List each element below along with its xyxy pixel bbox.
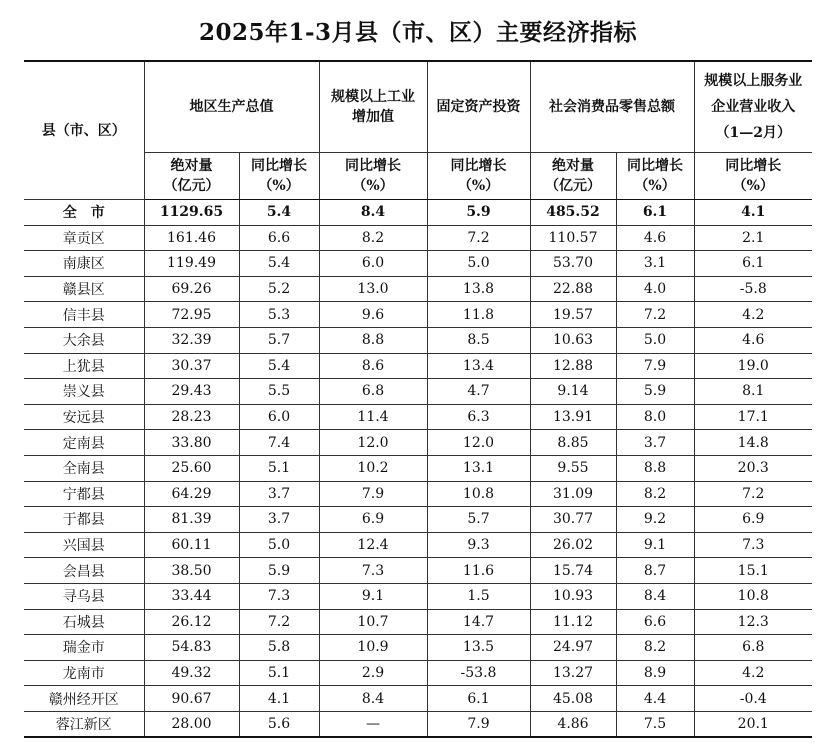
cell-industry-growth: 8.8 [319, 327, 427, 353]
cell-investment-growth: 4.7 [427, 379, 530, 405]
cell-retail-growth: 3.7 [616, 430, 694, 456]
subheader-retail-abs [530, 153, 616, 200]
cell-industry-growth: 8.6 [319, 353, 427, 379]
cell-retail-abs: 26.02 [530, 532, 616, 558]
cell-gdp-growth: 5.7 [239, 327, 319, 353]
cell-name: 石城县 [24, 609, 144, 635]
table-row [24, 507, 812, 533]
cell-service-growth: 4.2 [694, 302, 812, 328]
cell-retail-abs: 12.88 [530, 353, 616, 379]
table-row [24, 711, 812, 737]
cell-gdp-abs: 28.23 [144, 404, 239, 430]
cell-name: 蓉江新区 [24, 711, 144, 737]
cell-service-growth: 4.1 [694, 200, 812, 226]
cell-investment-growth: 11.6 [427, 558, 530, 584]
cell-gdp-abs: 26.12 [144, 609, 239, 635]
table-row [24, 455, 812, 481]
cell-investment-growth: 7.2 [427, 225, 530, 251]
cell-name: 兴国县 [24, 532, 144, 558]
subheader-service-growth [694, 153, 812, 200]
cell-gdp-growth: 5.0 [239, 532, 319, 558]
header-service-line3: （1—2月） [715, 125, 791, 141]
cell-retail-growth: 8.2 [616, 635, 694, 661]
subheader-growth-line1: 同比增长 [251, 158, 307, 174]
cell-gdp-growth: 5.5 [239, 379, 319, 405]
cell-investment-growth: 6.1 [427, 686, 530, 712]
cell-gdp-abs: 25.60 [144, 455, 239, 481]
cell-service-growth: 6.8 [694, 635, 812, 661]
subheader-growth-line2: （%） [634, 178, 676, 194]
cell-service-growth: 6.9 [694, 507, 812, 533]
cell-service-growth: 10.8 [694, 583, 812, 609]
subheader-growth-line2: （%） [732, 178, 774, 194]
table-row [24, 251, 812, 277]
cell-gdp-growth: 5.1 [239, 660, 319, 686]
cell-service-growth: 7.2 [694, 481, 812, 507]
subheader-industry-growth [319, 153, 427, 200]
table-row [24, 379, 812, 405]
cell-gdp-growth: 5.4 [239, 200, 319, 226]
cell-retail-growth: 9.2 [616, 507, 694, 533]
cell-service-growth: 20.1 [694, 711, 812, 737]
cell-industry-growth: 10.2 [319, 455, 427, 481]
cell-retail-growth: 7.2 [616, 302, 694, 328]
cell-industry-growth: 7.9 [319, 481, 427, 507]
cell-gdp-growth: 5.9 [239, 558, 319, 584]
cell-name: 南康区 [24, 251, 144, 277]
cell-retail-abs: 9.55 [530, 455, 616, 481]
cell-gdp-growth: 3.7 [239, 481, 319, 507]
cell-industry-growth: 9.6 [319, 302, 427, 328]
cell-gdp-growth: 6.6 [239, 225, 319, 251]
cell-retail-abs: 13.91 [530, 404, 616, 430]
cell-gdp-abs: 161.46 [144, 225, 239, 251]
cell-investment-growth: 13.4 [427, 353, 530, 379]
table-row [24, 635, 812, 661]
cell-service-growth: 2.1 [694, 225, 812, 251]
cell-industry-growth: 8.4 [319, 686, 427, 712]
cell-name: 信丰县 [24, 302, 144, 328]
cell-investment-growth: 13.8 [427, 276, 530, 302]
cell-retail-abs: 13.27 [530, 660, 616, 686]
cell-industry-growth: 8.4 [319, 200, 427, 226]
cell-gdp-growth: 5.1 [239, 455, 319, 481]
subheader-abs-line2: （亿元） [545, 178, 601, 194]
header-industry-line1: 规模以上工业 [331, 89, 415, 105]
subheader-abs-line1: 绝对量 [170, 158, 213, 174]
cell-industry-growth: 13.0 [319, 276, 427, 302]
cell-investment-growth: 10.8 [427, 481, 530, 507]
cell-name: 安远县 [24, 404, 144, 430]
cell-retail-growth: 8.8 [616, 455, 694, 481]
cell-retail-growth: 8.9 [616, 660, 694, 686]
cell-investment-growth: 5.9 [427, 200, 530, 226]
cell-industry-growth: 7.3 [319, 558, 427, 584]
cell-retail-abs: 10.93 [530, 583, 616, 609]
subheader-growth-line2: （%） [352, 178, 394, 194]
cell-name: 大余县 [24, 327, 144, 353]
cell-retail-abs: 110.57 [530, 225, 616, 251]
cell-gdp-growth: 5.2 [239, 276, 319, 302]
table-row [24, 686, 812, 712]
cell-gdp-abs: 81.39 [144, 507, 239, 533]
cell-gdp-growth: 7.3 [239, 583, 319, 609]
cell-retail-abs: 24.97 [530, 635, 616, 661]
cell-retail-growth: 5.0 [616, 327, 694, 353]
cell-name: 全南县 [24, 455, 144, 481]
cell-investment-growth: 14.7 [427, 609, 530, 635]
cell-retail-abs: 22.88 [530, 276, 616, 302]
header-gdp: 地区生产总值 [144, 61, 319, 153]
cell-gdp-abs: 119.49 [144, 251, 239, 277]
cell-name: 赣州经开区 [24, 686, 144, 712]
cell-industry-growth: 9.1 [319, 583, 427, 609]
cell-gdp-abs: 30.37 [144, 353, 239, 379]
subheader-growth-line1: 同比增长 [450, 158, 507, 174]
cell-industry-growth: 6.0 [319, 251, 427, 277]
cell-service-growth: -0.4 [694, 686, 812, 712]
cell-gdp-growth: 7.4 [239, 430, 319, 456]
cell-service-growth: 12.3 [694, 609, 812, 635]
cell-retail-abs: 45.08 [530, 686, 616, 712]
cell-industry-growth: 2.9 [319, 660, 427, 686]
cell-investment-growth: 6.3 [427, 404, 530, 430]
cell-investment-growth: 13.5 [427, 635, 530, 661]
cell-gdp-abs: 49.32 [144, 660, 239, 686]
cell-retail-growth: 6.1 [616, 200, 694, 226]
subheader-investment-growth [427, 153, 530, 200]
cell-name: 寻乌县 [24, 583, 144, 609]
cell-retail-abs: 485.52 [530, 200, 616, 226]
cell-name: 章贡区 [24, 225, 144, 251]
cell-gdp-growth: 5.4 [239, 353, 319, 379]
cell-retail-abs: 53.70 [530, 251, 616, 277]
header-investment: 固定资产投资 [427, 61, 530, 153]
cell-service-growth: 19.0 [694, 353, 812, 379]
cell-retail-growth: 5.9 [616, 379, 694, 405]
cell-gdp-growth: 3.7 [239, 507, 319, 533]
cell-industry-growth: 8.2 [319, 225, 427, 251]
table-row [24, 276, 812, 302]
table-row [24, 609, 812, 635]
table-row [24, 532, 812, 558]
cell-industry-growth: 11.4 [319, 404, 427, 430]
subheader-growth-line2: （%） [457, 178, 500, 194]
cell-gdp-growth: 5.4 [239, 251, 319, 277]
cell-retail-abs: 31.09 [530, 481, 616, 507]
cell-investment-growth: 9.3 [427, 532, 530, 558]
cell-retail-growth: 8.2 [616, 481, 694, 507]
cell-retail-growth: 9.1 [616, 532, 694, 558]
table-row [24, 302, 812, 328]
cell-gdp-growth: 5.6 [239, 711, 319, 737]
cell-name: 定南县 [24, 430, 144, 456]
table-row [24, 583, 812, 609]
cell-investment-growth: 11.8 [427, 302, 530, 328]
subheader-growth-line2: （%） [258, 178, 300, 194]
cell-investment-growth: 5.0 [427, 251, 530, 277]
cell-name: 上犹县 [24, 353, 144, 379]
cell-gdp-abs: 33.80 [144, 430, 239, 456]
cell-retail-abs: 19.57 [530, 302, 616, 328]
cell-name: 全 市 [24, 200, 144, 226]
cell-industry-growth: — [319, 711, 427, 737]
subheader-growth-line1: 同比增长 [345, 158, 401, 174]
cell-service-growth: 17.1 [694, 404, 812, 430]
cell-gdp-abs: 1129.65 [144, 200, 239, 226]
table-row [24, 481, 812, 507]
subheader-gdp-abs [144, 153, 239, 200]
cell-name: 瑞金市 [24, 635, 144, 661]
table-row [24, 225, 812, 251]
cell-gdp-abs: 90.67 [144, 686, 239, 712]
cell-retail-growth: 7.9 [616, 353, 694, 379]
cell-retail-abs: 30.77 [530, 507, 616, 533]
cell-retail-abs: 10.63 [530, 327, 616, 353]
cell-service-growth: 4.6 [694, 327, 812, 353]
table-row [24, 558, 812, 584]
cell-service-growth: 15.1 [694, 558, 812, 584]
cell-investment-growth: 8.5 [427, 327, 530, 353]
cell-retail-abs: 4.86 [530, 711, 616, 737]
cell-investment-growth: 13.1 [427, 455, 530, 481]
cell-retail-growth: 4.4 [616, 686, 694, 712]
header-retail: 社会消费品零售总额 [530, 61, 694, 153]
cell-retail-abs: 15.74 [530, 558, 616, 584]
header-county: 县（市、区） [24, 61, 144, 200]
cell-retail-growth: 8.0 [616, 404, 694, 430]
cell-investment-growth: 12.0 [427, 430, 530, 456]
cell-retail-abs: 9.14 [530, 379, 616, 405]
cell-investment-growth: -53.8 [427, 660, 530, 686]
cell-industry-growth: 12.0 [319, 430, 427, 456]
cell-investment-growth: 1.5 [427, 583, 530, 609]
table-row [24, 660, 812, 686]
cell-service-growth: 7.3 [694, 532, 812, 558]
cell-retail-growth: 8.4 [616, 583, 694, 609]
table-row [24, 353, 812, 379]
cell-industry-growth: 10.7 [319, 609, 427, 635]
cell-name: 崇义县 [24, 379, 144, 405]
subheader-abs-line2: （亿元） [163, 178, 220, 194]
cell-gdp-abs: 38.50 [144, 558, 239, 584]
subheader-gdp-growth [239, 153, 319, 200]
cell-service-growth: 6.1 [694, 251, 812, 277]
cell-investment-growth: 7.9 [427, 711, 530, 737]
cell-retail-growth: 7.5 [616, 711, 694, 737]
cell-retail-growth: 8.7 [616, 558, 694, 584]
cell-gdp-abs: 32.39 [144, 327, 239, 353]
header-service [694, 61, 812, 153]
subheader-growth-line1: 同比增长 [627, 158, 683, 174]
cell-gdp-growth: 7.2 [239, 609, 319, 635]
cell-gdp-growth: 4.1 [239, 686, 319, 712]
cell-industry-growth: 6.9 [319, 507, 427, 533]
cell-gdp-abs: 54.83 [144, 635, 239, 661]
cell-retail-growth: 4.0 [616, 276, 694, 302]
cell-service-growth: -5.8 [694, 276, 812, 302]
header-industry [319, 61, 427, 153]
header-service-line1: 规模以上服务业 [704, 73, 803, 89]
cell-name: 赣县区 [24, 276, 144, 302]
subheader-abs-line1: 绝对量 [552, 158, 594, 174]
cell-gdp-growth: 6.0 [239, 404, 319, 430]
cell-gdp-abs: 29.43 [144, 379, 239, 405]
cell-gdp-growth: 5.3 [239, 302, 319, 328]
cell-name: 宁都县 [24, 481, 144, 507]
cell-gdp-abs: 28.00 [144, 711, 239, 737]
cell-retail-abs: 11.12 [530, 609, 616, 635]
subheader-retail-growth [616, 153, 694, 200]
cell-gdp-abs: 33.44 [144, 583, 239, 609]
table-row [24, 327, 812, 353]
cell-retail-growth: 6.6 [616, 609, 694, 635]
cell-gdp-abs: 72.95 [144, 302, 239, 328]
cell-industry-growth: 12.4 [319, 532, 427, 558]
cell-investment-growth: 5.7 [427, 507, 530, 533]
page-title: 2025年1-3月县（市、区）主要经济指标 [198, 19, 638, 46]
header-service-line2: 企业营业收入 [711, 99, 796, 115]
cell-industry-growth: 6.8 [319, 379, 427, 405]
cell-gdp-abs: 60.11 [144, 532, 239, 558]
table-row [24, 430, 812, 456]
table-row [24, 404, 812, 430]
economic-indicators-table [24, 60, 812, 738]
subheader-growth-line1: 同比增长 [725, 158, 782, 174]
cell-service-growth: 20.3 [694, 455, 812, 481]
cell-gdp-growth: 5.8 [239, 635, 319, 661]
header-industry-line2: 增加值 [352, 109, 394, 125]
cell-gdp-abs: 64.29 [144, 481, 239, 507]
cell-name: 会昌县 [24, 558, 144, 584]
table-row-total [24, 200, 812, 226]
cell-retail-growth: 4.6 [616, 225, 694, 251]
cell-industry-growth: 10.9 [319, 635, 427, 661]
cell-retail-growth: 3.1 [616, 251, 694, 277]
cell-service-growth: 14.8 [694, 430, 812, 456]
cell-service-growth: 8.1 [694, 379, 812, 405]
cell-name: 龙南市 [24, 660, 144, 686]
cell-gdp-abs: 69.26 [144, 276, 239, 302]
cell-service-growth: 4.2 [694, 660, 812, 686]
cell-retail-abs: 8.85 [530, 430, 616, 456]
cell-name: 于都县 [24, 507, 144, 533]
